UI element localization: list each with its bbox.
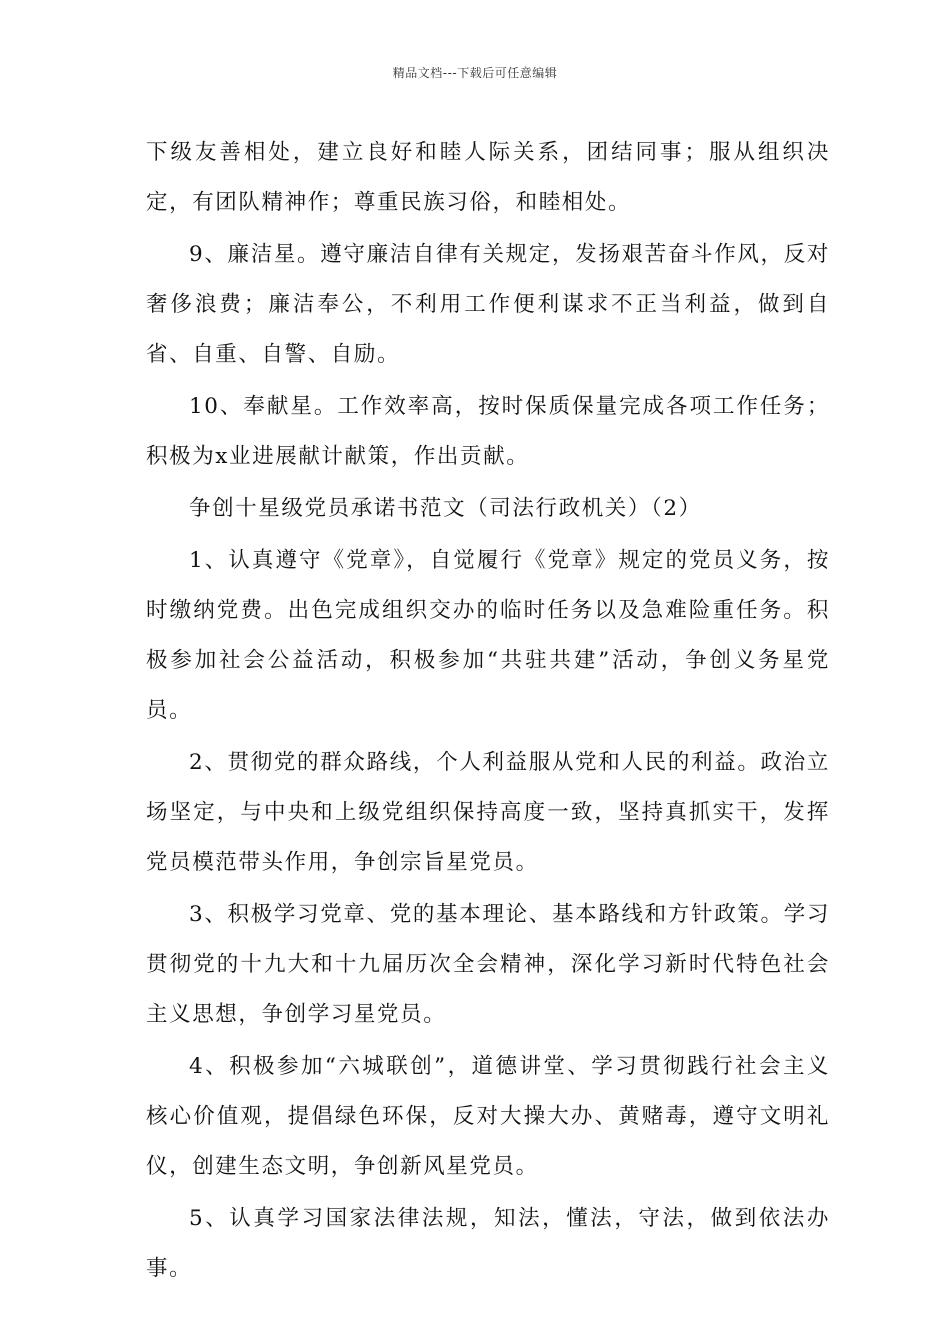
paragraph-pledge-1: 1、认真遵守《党章》，自觉履行《党章》规定的党员义务，按时缴纳党费。出色完成组织交办的临时任务以及急难险重任务。积极参加社会公益活动，积极参加“共驻共建”活动，争创义务星党员。	[146, 548, 830, 723]
section-heading: 争创十星级党员承诺书范文（司法行政机关）（2）	[189, 496, 702, 521]
document-body	[146, 128, 830, 1296]
paragraph-item-10: 10、奉献星。工作效率高，按时保质保量完成各项工作任务；积极为x业进展献计献策，作出贡献。	[146, 394, 830, 469]
paragraph-pledge-3: 3、积极学习党章、党的基本理论、基本路线和方针政策。学习贯彻党的十九大和十九届历次全会精神，深化学习新时代特色社会主义思想，争创学习星党员。	[146, 902, 830, 1027]
paragraph-pledge-5: 5、认真学习国家法律法规，知法，懂法，守法，做到依法办事。	[146, 1206, 830, 1281]
paragraph-item-9: 9、廉洁星。遵守廉洁自律有关规定，发扬艰苦奋斗作风，反对奢侈浪费；廉洁奉公，不利用工作便利谋求不正当利益，做到自省、自重、自警、自励。	[146, 242, 830, 367]
paragraph-pledge-4: 4、积极参加“六城联创”，道德讲堂、学习贯彻践行社会主义核心价值观，提倡绿色环保，反对大操大办、黄赌毒，遵守文明礼仪，创建生态文明，争创新风星党员。	[146, 1054, 830, 1179]
paragraph-pledge-2: 2、贯彻党的群众路线，个人利益服从党和人民的利益。政治立场坚定，与中央和上级党组织保持高度一致，坚持真抓实干，发挥党员模范带头作用，争创宗旨星党员。	[146, 750, 830, 875]
page-header: 精品文档---下载后可任意编辑	[392, 66, 558, 80]
paragraph-continuation: 下级友善相处，建立良好和睦人际关系，团结同事；服从组织决定，有团队精神作；尊重民族习俗，和睦相处。	[146, 140, 830, 215]
